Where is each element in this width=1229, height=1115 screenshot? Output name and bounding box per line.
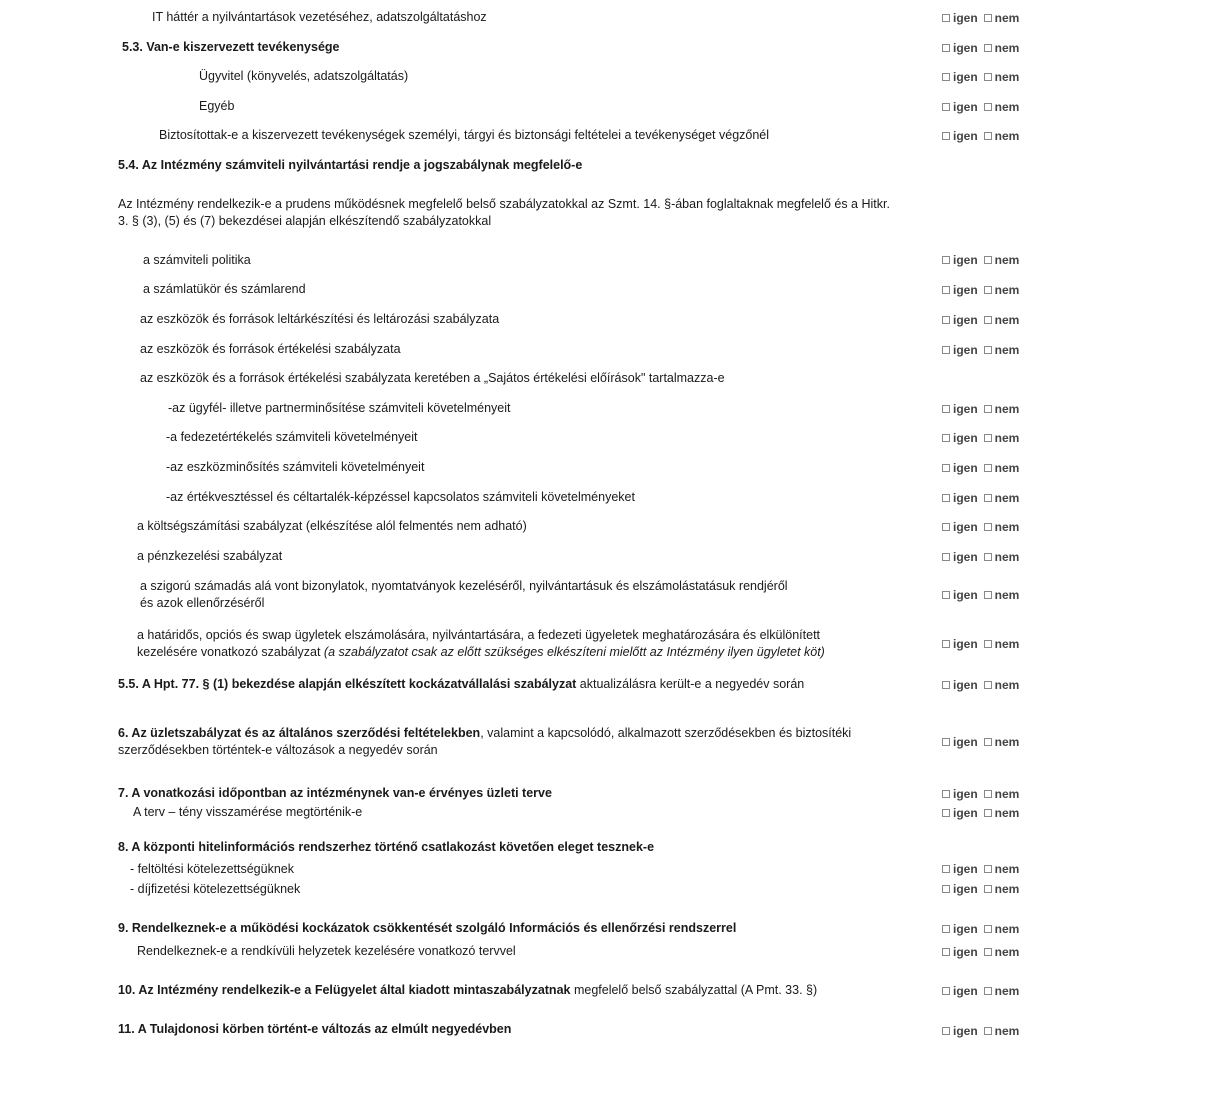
yes-checkbox[interactable] [942,681,950,689]
no-checkbox[interactable] [984,103,992,111]
yes-no-group [942,283,1022,297]
yes-label: igen [953,735,978,749]
section-10 [118,983,817,997]
no-checkbox[interactable] [984,405,992,413]
yes-label: igen [953,402,978,416]
no-checkbox[interactable] [984,948,992,956]
yes-checkbox[interactable] [942,346,950,354]
no-label: nem [994,41,1020,55]
no-label: nem [994,787,1020,801]
yes-no-group [942,491,1022,505]
yes-no-group [942,402,1022,416]
no-checkbox[interactable] [984,494,992,502]
yes-label: igen [953,882,978,896]
no-label: nem [994,431,1020,445]
yes-checkbox[interactable] [942,553,950,561]
yes-checkbox[interactable] [942,809,950,817]
no-label: nem [994,343,1020,357]
yes-checkbox[interactable] [942,640,950,648]
section-7-heading: 7. A vonatkozási időpontban az intézménynek van-e érvényes üzleti terve [118,786,552,800]
no-checkbox[interactable] [984,464,992,472]
question-rendkivuli: Rendelkeznek-e a rendkívüli helyzetek kezelésére vonatkozó tervvel [137,944,516,958]
section-5-4-heading: 5.4. Az Intézmény számviteli nyilvántartási rendje a jogszabálynak megfelelő-e [118,158,583,172]
no-label: nem [994,882,1020,896]
yes-checkbox[interactable] [942,103,950,111]
yes-no-group [942,1024,1022,1038]
question-penzkezelesi: a pénzkezelési szabályzat [137,549,283,563]
no-checkbox[interactable] [984,591,992,599]
section-8-heading: 8. A központi hitelinformációs rendszerhez történő csatlakozást követően eleget tesznek-e [118,840,655,854]
yes-label: igen [953,41,978,55]
no-label: nem [994,637,1020,651]
yes-checkbox[interactable] [942,14,950,22]
no-label: nem [994,461,1020,475]
question-szigoru-szamadas-line1: a szigorú számadás alá vont bizonylatok, nyomtatványok kezeléséről, nyilvántartásuk és elszámolástatásuk rendjéről [140,579,788,593]
no-checkbox[interactable] [984,1027,992,1035]
yes-no-group [942,313,1022,327]
yes-no-group [942,787,1022,801]
yes-checkbox[interactable] [942,44,950,52]
yes-checkbox[interactable] [942,73,950,81]
yes-checkbox[interactable] [942,591,950,599]
yes-no-group [942,100,1022,114]
section-6-line1 [118,726,851,740]
yes-checkbox[interactable] [942,316,950,324]
no-label: nem [994,806,1020,820]
yes-no-group [942,129,1022,143]
question-ugyfelminosites: -az ügyfél- illetve partnerminősítése számviteli követelményeit [168,401,511,415]
no-checkbox[interactable] [984,809,992,817]
no-label: nem [994,520,1020,534]
question-szamlatukor: a számlatükör és számlarend [143,282,306,296]
question-egyeb: Egyéb [199,99,235,113]
no-label: nem [994,491,1020,505]
no-label: nem [994,945,1020,959]
yes-no-group [942,637,1022,651]
yes-checkbox[interactable] [942,865,950,873]
yes-checkbox[interactable] [942,523,950,531]
question-terv-teny: A terv – tény visszamérése megtörténik-e [133,805,363,819]
no-checkbox[interactable] [984,738,992,746]
no-checkbox[interactable] [984,553,992,561]
yes-label: igen [953,129,978,143]
question-hataridos-text: kezelésére vonatkozó szabályzat [137,645,324,659]
no-label: nem [994,283,1020,297]
section-9-heading: 9. Rendelkeznek-e a működési kockázatok csökkentését szolgáló Információs és ellenőrzési rendszerrel [118,921,737,935]
section-5-3-heading: 5.3. Van-e kiszervezett tevékenysége [122,40,340,54]
yes-checkbox[interactable] [942,434,950,442]
yes-label: igen [953,520,978,534]
yes-checkbox[interactable] [942,948,950,956]
yes-label: igen [953,283,978,297]
yes-label: igen [953,678,978,692]
question-feltoltesi: - feltöltési kötelezettségüknek [130,862,294,876]
no-checkbox[interactable] [984,987,992,995]
yes-checkbox[interactable] [942,885,950,893]
no-checkbox[interactable] [984,790,992,798]
paragraph-szabalyzatok-line1: Az Intézmény rendelkezik-e a prudens működésnek megfelelő belső szabályzatokkal az Szmt. 14. §-ában foglaltaknak megfelelő és a Hitkr. [118,197,890,211]
yes-no-group [942,70,1022,84]
yes-no-group [942,735,1022,749]
no-label: nem [994,984,1020,998]
yes-label: igen [953,70,978,84]
yes-checkbox[interactable] [942,925,950,933]
no-label: nem [994,402,1020,416]
yes-no-group [942,461,1022,475]
yes-label: igen [953,550,978,564]
question-fedezetertekeles: -a fedezetértékelés számviteli követelményeit [166,430,418,444]
no-checkbox[interactable] [984,316,992,324]
yes-label: igen [953,253,978,267]
question-hataridos-line2 [137,645,825,659]
question-szigoru-szamadas-line2: és azok ellenőrzéséről [140,596,265,610]
section-10-rest: megfelelő belső szabályzattal (A Pmt. 33. §) [570,983,818,997]
yes-checkbox[interactable] [942,738,950,746]
no-label: nem [994,70,1020,84]
yes-no-group [942,343,1022,357]
no-checkbox[interactable] [984,256,992,264]
yes-checkbox[interactable] [942,1027,950,1035]
yes-label: igen [953,984,978,998]
no-label: nem [994,313,1020,327]
yes-checkbox[interactable] [942,464,950,472]
no-checkbox[interactable] [984,73,992,81]
yes-label: igen [953,922,978,936]
section-5-5-rest: aktualizálásra került-e a negyedév során [576,677,805,691]
section-6-bold: 6. Az üzletszabályzat és az általános szerződési feltételekben [118,726,481,740]
yes-label: igen [953,100,978,114]
yes-no-group [942,678,1022,692]
no-label: nem [994,100,1020,114]
yes-label: igen [953,313,978,327]
section-6-rest: , valamint a kapcsolódó, alkalmazott szerződésekben és biztosítéki [480,726,852,740]
question-biztositottak: Biztosítottak-e a kiszervezett tevékenységek személyi, tárgyi és biztonsági feltételei a tevékenységet végzőnél [159,128,770,142]
no-checkbox[interactable] [984,865,992,873]
no-label: nem [994,588,1020,602]
yes-label: igen [953,787,978,801]
yes-label: igen [953,862,978,876]
yes-no-group [942,550,1022,564]
yes-checkbox[interactable] [942,790,950,798]
yes-label: igen [953,491,978,505]
yes-no-group [942,588,1022,602]
question-ertekelesi: az eszközök és források értékelési szabályzata [140,342,401,356]
question-leltarkeszitesi: az eszközök és források leltárkészítési és leltározási szabályzata [140,312,500,326]
no-label: nem [994,678,1020,692]
question-dijfizetesi: - díjfizetési kötelezettségüknek [130,882,301,896]
yes-checkbox[interactable] [942,987,950,995]
paragraph-szabalyzatok-line2: 3. § (3), (5) és (7) bekezdései alapján elkészítendő szabályzatokkal [118,214,492,228]
no-label: nem [994,129,1020,143]
no-checkbox[interactable] [984,286,992,294]
yes-no-group [942,41,1022,55]
yes-no-group [942,882,1022,896]
question-koltsegszamitasi: a költségszámítási szabályzat (elkészítése alól felmentés nem adható) [137,519,527,533]
section-5-5-bold: 5.5. A Hpt. 77. § (1) bekezdése alapján elkészített kockázatvállalási szabályzat [118,677,577,691]
section-6-line2: szerződésekben történtek-e változások a negyedév során [118,743,438,757]
yes-label: igen [953,11,978,25]
no-label: nem [994,11,1020,25]
yes-no-group [942,253,1022,267]
yes-label: igen [953,1024,978,1038]
section-5-5 [118,677,804,691]
no-label: nem [994,253,1020,267]
yes-no-group [942,862,1022,876]
yes-checkbox[interactable] [942,494,950,502]
no-checkbox[interactable] [984,434,992,442]
question-sajatos-ertekelesi: az eszközök és a források értékelési szabályzata keretében a „Sajátos értékelési előírások" tartalmazza-e [140,371,725,385]
yes-label: igen [953,431,978,445]
yes-label: igen [953,945,978,959]
yes-no-group [942,11,1022,25]
yes-no-group [942,520,1022,534]
yes-label: igen [953,806,978,820]
yes-checkbox[interactable] [942,286,950,294]
no-checkbox[interactable] [984,640,992,648]
yes-checkbox[interactable] [942,405,950,413]
question-eszkozminosites: -az eszközminősítés számviteli követelményeit [166,460,425,474]
no-checkbox[interactable] [984,44,992,52]
no-label: nem [994,1024,1020,1038]
no-checkbox[interactable] [984,14,992,22]
yes-no-group [942,984,1022,998]
yes-checkbox[interactable] [942,256,950,264]
question-hataridos-note: (a szabályzatot csak az előtt szükséges elkészíteni mielőtt az Intézmény ilyen ügyletet köt) [323,645,825,659]
yes-label: igen [953,588,978,602]
question-ugyvitel: Ügyvitel (könyvelés, adatszolgáltatás) [199,69,409,83]
yes-no-group [942,945,1022,959]
no-checkbox[interactable] [984,885,992,893]
yes-no-group [942,806,1022,820]
no-checkbox[interactable] [984,346,992,354]
no-checkbox[interactable] [984,925,992,933]
no-checkbox[interactable] [984,681,992,689]
no-checkbox[interactable] [984,132,992,140]
no-label: nem [994,735,1020,749]
no-checkbox[interactable] [984,523,992,531]
question-szamviteli-politika: a számviteli politika [143,253,251,267]
yes-no-group [942,431,1022,445]
yes-label: igen [953,637,978,651]
no-label: nem [994,862,1020,876]
no-label: nem [994,550,1020,564]
section-11-heading: 11. A Tulajdonosi körben történt-e változás az elmúlt negyedévben [118,1022,512,1036]
yes-label: igen [953,461,978,475]
no-label: nem [994,922,1020,936]
yes-no-group [942,922,1022,936]
section-10-bold: 10. Az Intézmény rendelkezik-e a Felügyelet által kiadott mintaszabályzatnak [118,983,571,997]
yes-label: igen [953,343,978,357]
question-it-hatter: IT háttér a nyilvántartások vezetéséhez, adatszolgáltatáshoz [152,10,487,24]
yes-checkbox[interactable] [942,132,950,140]
question-hataridos-line1: a határidős, opciós és swap ügyletek elszámolására, nyilvántartására, a fedezeti ügyeletek meghatározására és elkülönített [137,628,821,642]
question-ertekvesztes: -az értékvesztéssel és céltartalék-képzéssel kapcsolatos számviteli követelményeket [166,490,635,504]
